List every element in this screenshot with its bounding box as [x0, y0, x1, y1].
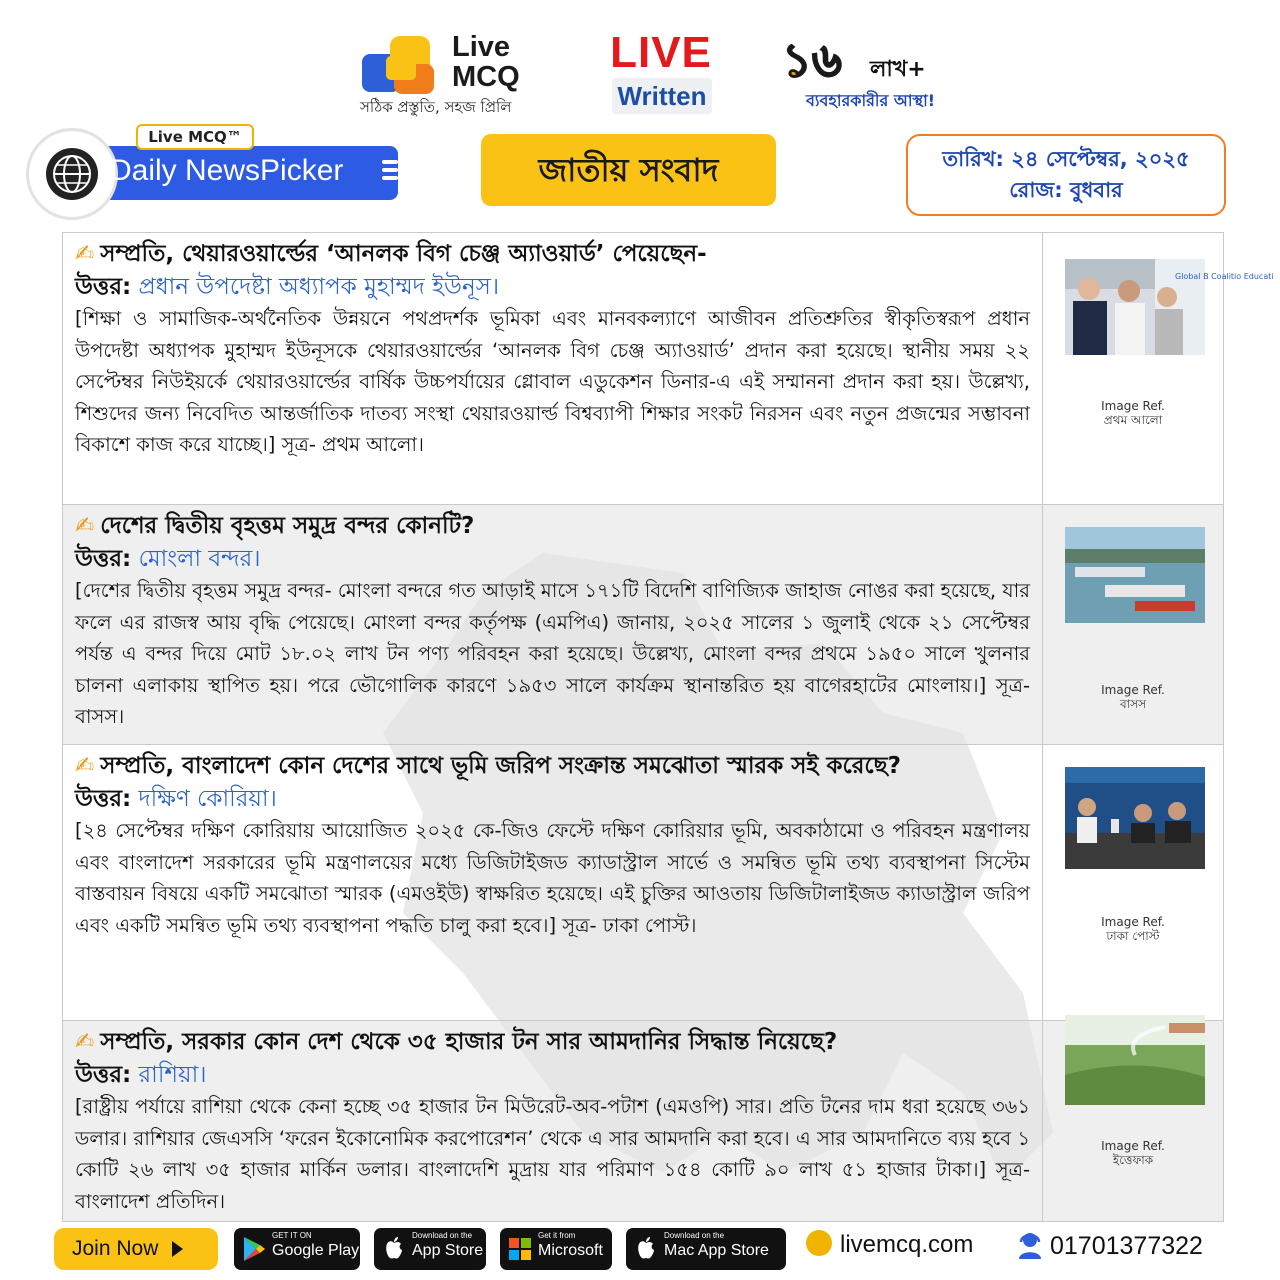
play-icon: [172, 1241, 183, 1257]
news-item-text: [63, 505, 1043, 744]
answer: [75, 783, 1030, 815]
image-ref-source: ঢাকা পোস্ট: [1106, 929, 1160, 943]
menu-lines-icon: [382, 160, 398, 184]
section-title: জাতীয় সংবাদ: [481, 134, 776, 206]
join-now-label: Join Now: [72, 1237, 159, 1260]
newspicker-title: Daily NewsPicker: [110, 154, 344, 187]
brand-tagline: সঠিক প্রস্তুতি, সহজ প্রিলি: [360, 98, 512, 116]
image-cell: [1043, 745, 1223, 1020]
mac-app-store-big: Mac App Store: [664, 1242, 769, 1259]
image-ref-source: ইত্তেফাক: [1112, 1153, 1154, 1167]
image-cell: [1043, 1021, 1223, 1221]
question-text: সম্প্রতি, সরকার কোন দেশ থেকে ৩৫ হাজার টন সার আমদানির সিদ্ধান্ত নিয়েছে?: [100, 1029, 838, 1055]
image-cell: [1043, 505, 1223, 744]
live-mcq-logo-icon: [360, 34, 440, 96]
question: [75, 237, 1030, 271]
pen-icon: ✍: [75, 241, 95, 267]
phone-icon: [1016, 1230, 1044, 1260]
answer-label: উত্তর:: [75, 546, 132, 572]
answer-value: রাশিয়া।: [138, 1062, 207, 1088]
news-item-1: [63, 233, 1274, 505]
question-text: সম্প্রতি, থেয়ারওয়ার্ল্ডের ‘আনলক বিগ চেঞ্জ অ্যাওয়ার্ড’ পেয়েছেন-: [100, 241, 707, 267]
news-photo[interactable]: [1065, 1015, 1205, 1105]
answer-value: মোংলা বন্দর।: [138, 546, 261, 572]
live-written-badge[interactable]: [608, 28, 714, 116]
phone-number[interactable]: [1016, 1230, 1203, 1261]
image-ref-label: Image Ref.: [1101, 683, 1165, 697]
question: [75, 1025, 1030, 1059]
pen-icon: ✍: [75, 1029, 95, 1055]
website-text: livemcq.com: [840, 1231, 974, 1258]
answer-value: দক্ষিণ কোরিয়া।: [138, 786, 277, 812]
image-ref: [1043, 399, 1223, 427]
news-table: [62, 232, 1274, 1222]
daily-newspicker-logo: [26, 124, 406, 218]
mac-app-store-small: Download on the: [664, 1231, 725, 1240]
microsoft-big: Microsoft: [538, 1242, 603, 1259]
website-link[interactable]: [806, 1230, 973, 1259]
users-count-badge: [782, 26, 972, 116]
brand-name-line2: MCQ: [452, 61, 520, 93]
image-ref-source: প্রথম আলো: [1103, 413, 1163, 427]
news-item-4: [63, 1021, 1223, 1221]
answer-value: প্রধান উপদেষ্টা অধ্যাপক মুহাম্মদ ইউনূস।: [138, 274, 500, 300]
footer: [0, 1224, 1280, 1280]
mac-app-store-button[interactable]: [626, 1228, 786, 1270]
header: [0, 0, 1280, 225]
live-mcq-brand[interactable]: [358, 30, 558, 120]
google-play-big: Google Play: [272, 1242, 360, 1259]
windows-icon: [508, 1236, 532, 1262]
users-unit: লাখ+: [870, 57, 926, 82]
written-label: Written: [617, 81, 707, 111]
explanation: [২৪ সেপ্টেম্বর দক্ষিণ কোরিয়ায় আয়োজিত ২০২৫ কে-জিও ফেস্টে দক্ষিণ কোরিয়ার ভূমি, অবকাঠামো ও পরিবহন মন্ত্রণালয় এবং বাংলাদেশ সরকারের ভূমি মন্ত্রণালয়ের মধ্যে ডিজিটাইজড ক্যাডাস্ট্রাল সার্ভে ও সমন্বিত ভূমি তথ্য ব্যবস্থাপনা সিস্টেম বাস্তবায়ন বিষয়ে একটি সমঝোতা স্মারক (এমওইউ) স্বাক্ষরিত হয়েছে। এই চুক্তির আওতায় ডিজিটালাইজড ক্যাডাস্ট্রাল জরিপ এবং একটি সমন্বিত ভূমি তথ্য ব্যবস্থাপনা পদ্ধতি চালু করা হবে।] সূত্র- ঢাকা পোস্ট।: [75, 819, 1030, 937]
image-ref: [1043, 915, 1223, 943]
news-item-3: [63, 745, 1223, 1021]
question: [75, 509, 1030, 543]
image-ref-label: Image Ref.: [1101, 1139, 1165, 1153]
explanation: [দেশের দ্বিতীয় বৃহত্তম সমুদ্র বন্দর- মোংলা বন্দরে গত আড়াই মাসে ১৭১টি বিদেশি বাণিজ্যিক জাহাজ নোঙর করা হয়েছে, যার ফলে এর রাজস্ব আয় বৃদ্ধি পেয়েছে। মোংলা বন্দর কর্তৃপক্ষ (এমপিএ) জানায়, ২০২৫ সালের ১ জুলাই থেকে ২১ সেপ্টেম্বর পর্যন্ত এ বন্দর দিয়ে মোট ১৮.০২ লাখ টন পণ্য পরিবহন করা হয়েছে। উল্লেখ্য, মোংলা বন্দর প্রথমে ১৯৫০ সালে খুলনার চালনা এলাকায় স্থাপিত হয়। পরে ভৌগোলিক কারণে ১৯৫৩ সালে কার্যক্রম স্থানান্তরিত হয় বাগেরহাটের মোংলায়।] সূত্র- বাসস।: [75, 579, 1030, 728]
news-item-text: [63, 233, 1043, 504]
image-ref-source: বাসস: [1119, 697, 1146, 711]
explanation: [রাষ্ট্রীয় পর্যায়ে রাশিয়া থেকে কেনা হচ্ছে ৩৫ হাজার টন মিউরেট-অব-পটাশ (এমওপি) সার। প্রতি টনের দাম ধরা হয়েছে ৩৬১ ডলার। রাশিয়ার জেএসসি ‘ফরেন ইকোনোমিক করপোরেশন’ থেকে এ সার আমদানি করা হবে। এ সার আমদানিতে ব্যয় হবে ১ কোটি ২৬ লাখ ৩৫ হাজার মার্কিন ডলার। বাংলাদেশি মুদ্রায় যার পরিমাণ ১৫৪ কোটি ৯০ লাখ ৫১ হাজার টাকা।] সূত্র- বাংলাদেশ প্রতিদিন।: [75, 1095, 1030, 1213]
question-text: সম্প্রতি, বাংলাদেশ কোন দেশের সাথে ভূমি জরিপ সংক্রান্ত সমঝোতা স্মারক সই করেছে?: [100, 753, 901, 779]
date-line: তারিখ: ২৪ সেপ্টেম্বর, ২০২৫: [942, 147, 1190, 171]
app-store-button[interactable]: [374, 1228, 486, 1270]
users-subtitle: ব্যবহারকারীর আস্থা!: [806, 91, 936, 110]
answer: [75, 1059, 1030, 1091]
pen-icon: ✍: [75, 753, 95, 779]
news-item-2: [63, 505, 1223, 745]
microsoft-button[interactable]: [500, 1228, 612, 1270]
day-line: রোজ: বুধবার: [1009, 178, 1123, 202]
question: [75, 749, 1030, 783]
apple-icon: [634, 1236, 658, 1262]
answer: [75, 271, 1030, 303]
join-now-button[interactable]: [54, 1228, 218, 1270]
newspicker-top-label: Live MCQ™: [136, 124, 254, 150]
live-label: LIVE: [610, 28, 712, 77]
web-icon: [806, 1230, 832, 1256]
google-play-button[interactable]: [234, 1228, 360, 1270]
app-store-big: App Store: [412, 1242, 484, 1259]
image-ref-label: Image Ref.: [1101, 399, 1165, 413]
image-ref: [1043, 1139, 1223, 1167]
image-cell: [1043, 233, 1274, 504]
news-photo[interactable]: [1065, 767, 1205, 869]
image-ref: [1043, 683, 1223, 711]
explanation: [শিক্ষা ও সামাজিক-অর্থনৈতিক উন্নয়নে পথপ্রদর্শক ভূমিকা এবং মানবকল্যাণে আজীবন প্রতিশ্রুতির স্বীকৃতিস্বরূপ প্রধান উপদেষ্টা অধ্যাপক মুহাম্মদ ইউনূসকে থেয়ারওয়ার্ল্ডের ‘আনলক বিগ চেঞ্জ অ্যাওয়ার্ড’ প্রদান করা হয়েছে। স্থানীয় সময় ২২ সেপ্টেম্বর নিউইয়র্কে থেয়ারওয়ার্ল্ডের বার্ষিক উচ্চপর্যায়ের গ্লোবাল এডুকেশন ডিনার-এ এই সম্মাননা প্রদান করা হয়। উল্লেখ্য, শিশুদের জন্য নিবেদিত আন্তর্জাতিক দাতব্য সংস্থা থেয়ারওয়ার্ল্ড বিশ্বব্যাপী শিক্ষার সংকট নিরসন এবং নতুন প্রজন্মের সম্ভাবনা বিকাশে কাজ করে যাচ্ছে।] সূত্র- প্রথম আলো।: [75, 307, 1030, 456]
news-photo[interactable]: [1065, 527, 1205, 623]
written-box: [612, 78, 712, 114]
pen-icon: ✍: [75, 513, 95, 539]
answer: [75, 543, 1030, 575]
app-store-small: Download on the: [412, 1231, 473, 1240]
answer-label: উত্তর:: [75, 274, 132, 300]
phone-text: 01701377322: [1050, 1232, 1203, 1260]
brand-name: [452, 32, 520, 92]
question-text: দেশের দ্বিতীয় বৃহত্তম সমুদ্র বন্দর কোনটি?: [100, 513, 475, 539]
microsoft-small: Get it from: [538, 1231, 576, 1240]
answer-label: উত্তর:: [75, 786, 132, 812]
google-play-small: GET IT ON: [272, 1231, 312, 1240]
news-item-text: [63, 1021, 1043, 1221]
image-ref-label: Image Ref.: [1101, 915, 1165, 929]
date-box: [906, 134, 1226, 216]
users-count: ১৬: [782, 33, 842, 87]
photo-caption: Global B Coalitio Educati: [1175, 272, 1274, 281]
news-item-text: [63, 745, 1043, 1020]
apple-icon: [382, 1236, 406, 1262]
brand-name-line1: Live: [452, 31, 511, 63]
google-play-icon: [242, 1236, 266, 1262]
answer-label: উত্তর:: [75, 1062, 132, 1088]
globe-icon: [26, 128, 118, 220]
news-photo[interactable]: [1065, 259, 1274, 355]
